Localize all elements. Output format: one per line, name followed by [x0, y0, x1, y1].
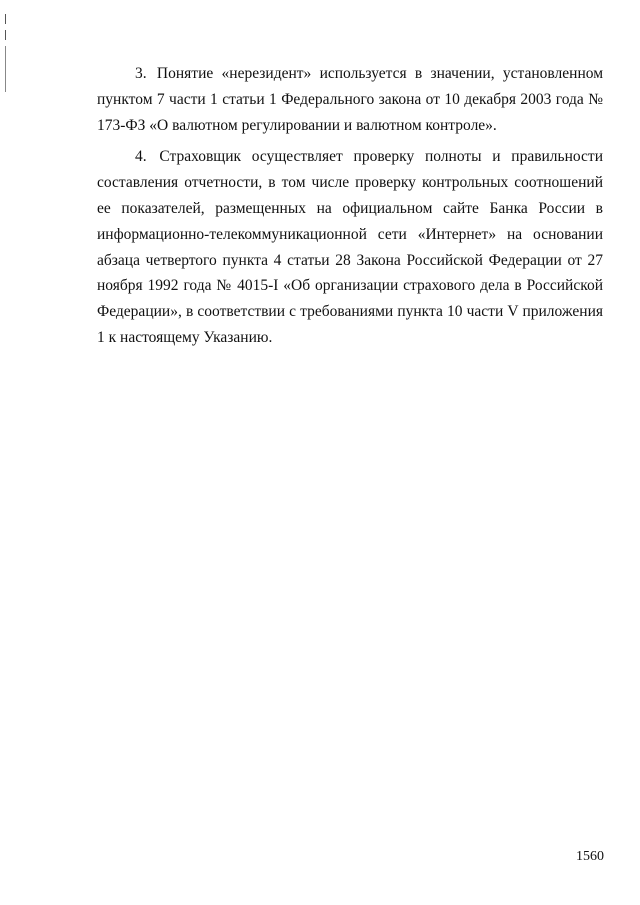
- paragraph-3: [97, 61, 603, 138]
- paragraph-number: 3.: [135, 65, 147, 82]
- paragraph-text: Понятие «нерезидент» используется в значении, установленном пунктом 7 части 1 статьи 1 Федерального закона от 10 декабря 2003 года № 173-ФЗ «О валютном регулировании и валютном контроле».: [97, 65, 603, 134]
- page-number: 1560: [576, 849, 604, 864]
- paragraph-4: [97, 144, 603, 350]
- binding-margin-marks: [4, 14, 8, 92]
- margin-tick: [5, 30, 6, 40]
- paragraph-text: Страховщик осуществляет проверку полноты и правильности составления отчетности, в том числе проверку контрольных соотношений ее показателей, размещенных на официальном сайте Банка России в информационно-телекоммуникационной сети «Интернет» на основании абзаца четвертого пункта 4 статьи 28 Закона Российской Федерации от 27 ноября 1992 года № 4015-I «Об организации страхового дела в Российской Федерации», в соответствии с требованиями пункта 10 части V приложения 1 к настоящему Указанию.: [97, 148, 603, 346]
- document-body: [97, 61, 603, 357]
- paragraph-number: 4.: [135, 148, 147, 166]
- margin-line: [5, 46, 6, 92]
- margin-tick: [5, 14, 6, 24]
